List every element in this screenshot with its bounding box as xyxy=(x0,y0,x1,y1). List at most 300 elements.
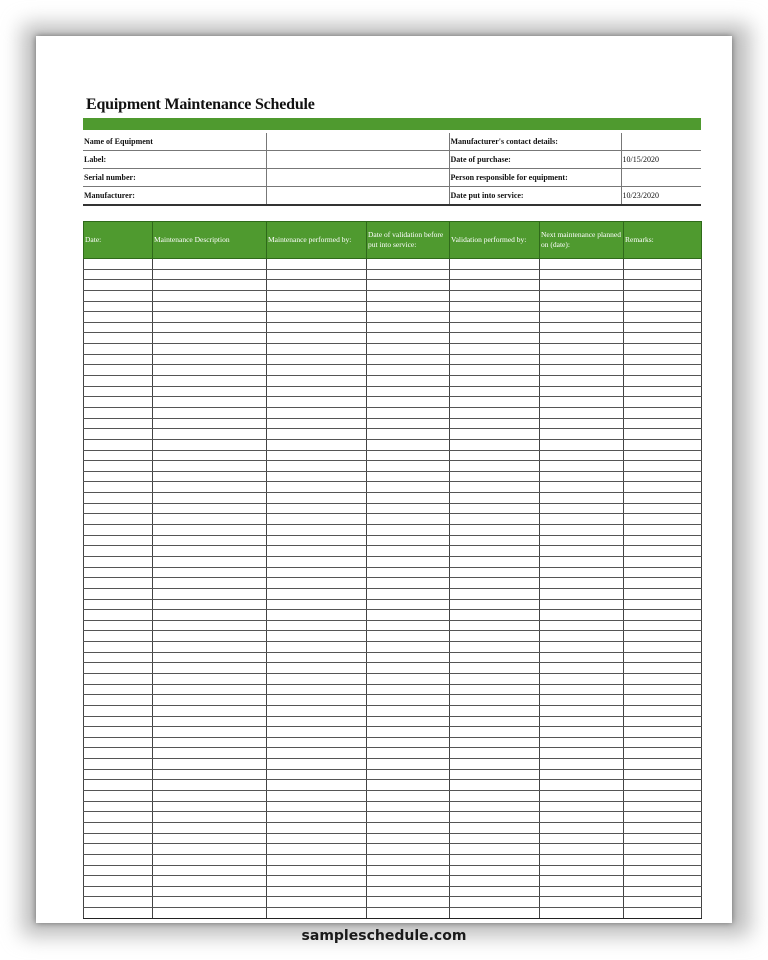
table-cell[interactable] xyxy=(367,556,450,567)
table-cell[interactable] xyxy=(153,812,267,823)
table-cell[interactable] xyxy=(367,567,450,578)
table-cell[interactable] xyxy=(450,854,540,865)
table-cell[interactable] xyxy=(267,301,367,312)
table-cell[interactable] xyxy=(84,397,153,408)
table-cell[interactable] xyxy=(84,822,153,833)
table-cell[interactable] xyxy=(450,812,540,823)
table-cell[interactable] xyxy=(540,482,624,493)
table-cell[interactable] xyxy=(267,844,367,855)
table-cell[interactable] xyxy=(367,429,450,440)
table-cell[interactable] xyxy=(84,897,153,908)
table-cell[interactable] xyxy=(624,854,702,865)
table-cell[interactable] xyxy=(153,588,267,599)
table-cell[interactable] xyxy=(153,482,267,493)
table-cell[interactable] xyxy=(367,503,450,514)
table-cell[interactable] xyxy=(540,439,624,450)
table-cell[interactable] xyxy=(84,769,153,780)
table-cell[interactable] xyxy=(267,588,367,599)
table-cell[interactable] xyxy=(267,780,367,791)
table-cell[interactable] xyxy=(267,386,367,397)
table-cell[interactable] xyxy=(367,365,450,376)
table-cell[interactable] xyxy=(624,503,702,514)
table-cell[interactable] xyxy=(367,822,450,833)
table-cell[interactable] xyxy=(153,791,267,802)
table-cell[interactable] xyxy=(540,599,624,610)
table-cell[interactable] xyxy=(367,259,450,270)
table-cell[interactable] xyxy=(153,610,267,621)
table-cell[interactable] xyxy=(624,673,702,684)
table-cell[interactable] xyxy=(84,471,153,482)
table-cell[interactable] xyxy=(367,620,450,631)
table-cell[interactable] xyxy=(624,525,702,536)
table-cell[interactable] xyxy=(450,897,540,908)
table-cell[interactable] xyxy=(84,663,153,674)
table-cell[interactable] xyxy=(84,748,153,759)
table-cell[interactable] xyxy=(267,312,367,323)
table-cell[interactable] xyxy=(450,567,540,578)
table-cell[interactable] xyxy=(153,280,267,291)
table-cell[interactable] xyxy=(153,386,267,397)
table-cell[interactable] xyxy=(624,333,702,344)
table-cell[interactable] xyxy=(153,301,267,312)
table-cell[interactable] xyxy=(624,493,702,504)
table-cell[interactable] xyxy=(153,546,267,557)
table-cell[interactable] xyxy=(84,376,153,387)
table-cell[interactable] xyxy=(450,546,540,557)
table-cell[interactable] xyxy=(624,791,702,802)
table-cell[interactable] xyxy=(267,259,367,270)
table-cell[interactable] xyxy=(84,344,153,355)
table-cell[interactable] xyxy=(84,280,153,291)
table-cell[interactable] xyxy=(450,801,540,812)
table-cell[interactable] xyxy=(540,908,624,919)
table-cell[interactable] xyxy=(540,780,624,791)
table-cell[interactable] xyxy=(84,525,153,536)
table-cell[interactable] xyxy=(624,737,702,748)
table-cell[interactable] xyxy=(84,567,153,578)
table-cell[interactable] xyxy=(267,716,367,727)
table-cell[interactable] xyxy=(450,822,540,833)
table-cell[interactable] xyxy=(84,333,153,344)
table-cell[interactable] xyxy=(367,471,450,482)
table-cell[interactable] xyxy=(540,514,624,525)
table-cell[interactable] xyxy=(267,642,367,653)
table-cell[interactable] xyxy=(367,631,450,642)
table-cell[interactable] xyxy=(450,695,540,706)
table-cell[interactable] xyxy=(540,397,624,408)
table-cell[interactable] xyxy=(624,514,702,525)
table-cell[interactable] xyxy=(540,876,624,887)
table-cell[interactable] xyxy=(367,301,450,312)
table-cell[interactable] xyxy=(367,290,450,301)
table-cell[interactable] xyxy=(267,578,367,589)
table-cell[interactable] xyxy=(267,503,367,514)
table-cell[interactable] xyxy=(84,461,153,472)
table-cell[interactable] xyxy=(84,854,153,865)
table-cell[interactable] xyxy=(540,833,624,844)
table-cell[interactable] xyxy=(540,705,624,716)
table-cell[interactable] xyxy=(624,418,702,429)
table-cell[interactable] xyxy=(267,737,367,748)
table-cell[interactable] xyxy=(84,833,153,844)
table-cell[interactable] xyxy=(540,588,624,599)
table-cell[interactable] xyxy=(267,322,367,333)
table-cell[interactable] xyxy=(450,514,540,525)
table-cell[interactable] xyxy=(153,769,267,780)
table-cell[interactable] xyxy=(84,386,153,397)
table-cell[interactable] xyxy=(367,407,450,418)
table-cell[interactable] xyxy=(540,269,624,280)
table-cell[interactable] xyxy=(367,525,450,536)
table-cell[interactable] xyxy=(624,769,702,780)
table-cell[interactable] xyxy=(450,716,540,727)
table-cell[interactable] xyxy=(624,833,702,844)
table-cell[interactable] xyxy=(450,684,540,695)
table-cell[interactable] xyxy=(267,556,367,567)
table-cell[interactable] xyxy=(153,673,267,684)
table-cell[interactable] xyxy=(153,599,267,610)
table-cell[interactable] xyxy=(367,333,450,344)
table-cell[interactable] xyxy=(84,322,153,333)
table-cell[interactable] xyxy=(450,727,540,738)
table-cell[interactable] xyxy=(624,652,702,663)
table-cell[interactable] xyxy=(540,493,624,504)
table-cell[interactable] xyxy=(540,737,624,748)
table-cell[interactable] xyxy=(540,854,624,865)
table-cell[interactable] xyxy=(624,780,702,791)
table-cell[interactable] xyxy=(153,461,267,472)
table-cell[interactable] xyxy=(450,290,540,301)
table-cell[interactable] xyxy=(153,822,267,833)
table-cell[interactable] xyxy=(153,312,267,323)
table-cell[interactable] xyxy=(367,727,450,738)
table-cell[interactable] xyxy=(367,418,450,429)
table-cell[interactable] xyxy=(540,812,624,823)
table-cell[interactable] xyxy=(450,312,540,323)
table-cell[interactable] xyxy=(367,280,450,291)
table-cell[interactable] xyxy=(540,525,624,536)
table-cell[interactable] xyxy=(450,886,540,897)
table-cell[interactable] xyxy=(153,833,267,844)
table-cell[interactable] xyxy=(624,344,702,355)
table-cell[interactable] xyxy=(450,865,540,876)
table-cell[interactable] xyxy=(540,407,624,418)
table-cell[interactable] xyxy=(267,822,367,833)
table-cell[interactable] xyxy=(267,471,367,482)
table-cell[interactable] xyxy=(84,418,153,429)
table-cell[interactable] xyxy=(540,663,624,674)
table-cell[interactable] xyxy=(540,886,624,897)
table-cell[interactable] xyxy=(153,322,267,333)
table-cell[interactable] xyxy=(624,759,702,770)
table-cell[interactable] xyxy=(84,365,153,376)
table-cell[interactable] xyxy=(84,503,153,514)
table-cell[interactable] xyxy=(540,365,624,376)
table-cell[interactable] xyxy=(267,567,367,578)
table-cell[interactable] xyxy=(84,407,153,418)
table-cell[interactable] xyxy=(153,801,267,812)
table-cell[interactable] xyxy=(367,439,450,450)
table-cell[interactable] xyxy=(367,493,450,504)
table-cell[interactable] xyxy=(153,290,267,301)
table-cell[interactable] xyxy=(367,705,450,716)
table-cell[interactable] xyxy=(624,556,702,567)
table-cell[interactable] xyxy=(624,471,702,482)
table-cell[interactable] xyxy=(624,376,702,387)
table-cell[interactable] xyxy=(267,812,367,823)
table-cell[interactable] xyxy=(624,801,702,812)
table-cell[interactable] xyxy=(84,844,153,855)
table-cell[interactable] xyxy=(450,833,540,844)
table-cell[interactable] xyxy=(267,663,367,674)
table-cell[interactable] xyxy=(367,844,450,855)
table-cell[interactable] xyxy=(84,482,153,493)
table-cell[interactable] xyxy=(84,599,153,610)
table-cell[interactable] xyxy=(267,280,367,291)
table-cell[interactable] xyxy=(84,865,153,876)
table-cell[interactable] xyxy=(84,301,153,312)
table-cell[interactable] xyxy=(153,567,267,578)
table-cell[interactable] xyxy=(624,535,702,546)
table-cell[interactable] xyxy=(367,748,450,759)
table-cell[interactable] xyxy=(450,269,540,280)
table-cell[interactable] xyxy=(84,290,153,301)
table-cell[interactable] xyxy=(267,376,367,387)
table-cell[interactable] xyxy=(153,450,267,461)
table-cell[interactable] xyxy=(367,737,450,748)
table-cell[interactable] xyxy=(267,727,367,738)
table-cell[interactable] xyxy=(624,716,702,727)
table-cell[interactable] xyxy=(367,482,450,493)
table-cell[interactable] xyxy=(540,354,624,365)
table-cell[interactable] xyxy=(267,695,367,706)
table-cell[interactable] xyxy=(450,259,540,270)
table-cell[interactable] xyxy=(450,663,540,674)
table-cell[interactable] xyxy=(540,546,624,557)
table-cell[interactable] xyxy=(84,429,153,440)
table-cell[interactable] xyxy=(84,780,153,791)
table-cell[interactable] xyxy=(540,652,624,663)
table-cell[interactable] xyxy=(153,695,267,706)
table-cell[interactable] xyxy=(84,812,153,823)
table-cell[interactable] xyxy=(367,833,450,844)
table-cell[interactable] xyxy=(267,833,367,844)
table-cell[interactable] xyxy=(267,865,367,876)
table-cell[interactable] xyxy=(84,439,153,450)
table-cell[interactable] xyxy=(267,620,367,631)
table-cell[interactable] xyxy=(84,578,153,589)
table-cell[interactable] xyxy=(84,450,153,461)
table-cell[interactable] xyxy=(540,801,624,812)
table-cell[interactable] xyxy=(540,556,624,567)
table-cell[interactable] xyxy=(367,759,450,770)
table-cell[interactable] xyxy=(267,759,367,770)
table-cell[interactable] xyxy=(84,354,153,365)
table-cell[interactable] xyxy=(153,556,267,567)
table-cell[interactable] xyxy=(450,610,540,621)
table-cell[interactable] xyxy=(540,897,624,908)
table-cell[interactable] xyxy=(267,397,367,408)
table-cell[interactable] xyxy=(367,769,450,780)
table-cell[interactable] xyxy=(450,461,540,472)
table-cell[interactable] xyxy=(153,269,267,280)
table-cell[interactable] xyxy=(267,631,367,642)
table-cell[interactable] xyxy=(624,695,702,706)
table-cell[interactable] xyxy=(367,865,450,876)
info-value-field[interactable]: 10/23/2020 xyxy=(621,187,701,206)
table-cell[interactable] xyxy=(624,748,702,759)
info-value-field[interactable] xyxy=(621,133,701,151)
table-cell[interactable] xyxy=(624,365,702,376)
table-cell[interactable] xyxy=(624,269,702,280)
table-cell[interactable] xyxy=(367,610,450,621)
table-cell[interactable] xyxy=(84,588,153,599)
table-cell[interactable] xyxy=(540,386,624,397)
table-cell[interactable] xyxy=(153,503,267,514)
table-cell[interactable] xyxy=(450,705,540,716)
table-cell[interactable] xyxy=(450,280,540,291)
table-cell[interactable] xyxy=(267,673,367,684)
table-cell[interactable] xyxy=(540,344,624,355)
table-cell[interactable] xyxy=(153,514,267,525)
table-cell[interactable] xyxy=(84,514,153,525)
table-cell[interactable] xyxy=(624,450,702,461)
table-cell[interactable] xyxy=(153,344,267,355)
table-cell[interactable] xyxy=(367,673,450,684)
table-cell[interactable] xyxy=(450,354,540,365)
table-cell[interactable] xyxy=(84,535,153,546)
table-cell[interactable] xyxy=(540,673,624,684)
table-cell[interactable] xyxy=(540,535,624,546)
table-cell[interactable] xyxy=(624,908,702,919)
table-cell[interactable] xyxy=(84,259,153,270)
table-cell[interactable] xyxy=(367,854,450,865)
table-cell[interactable] xyxy=(540,727,624,738)
table-cell[interactable] xyxy=(267,684,367,695)
table-cell[interactable] xyxy=(84,908,153,919)
table-cell[interactable] xyxy=(450,620,540,631)
table-cell[interactable] xyxy=(450,376,540,387)
table-cell[interactable] xyxy=(153,429,267,440)
table-cell[interactable] xyxy=(540,769,624,780)
table-cell[interactable] xyxy=(624,886,702,897)
table-cell[interactable] xyxy=(84,759,153,770)
table-cell[interactable] xyxy=(267,354,367,365)
table-cell[interactable] xyxy=(624,280,702,291)
table-cell[interactable] xyxy=(267,535,367,546)
table-cell[interactable] xyxy=(267,514,367,525)
table-cell[interactable] xyxy=(624,705,702,716)
table-cell[interactable] xyxy=(540,418,624,429)
table-cell[interactable] xyxy=(450,333,540,344)
info-value-field[interactable] xyxy=(621,169,701,187)
table-cell[interactable] xyxy=(540,322,624,333)
table-cell[interactable] xyxy=(450,876,540,887)
info-value-field[interactable]: 10/15/2020 xyxy=(621,151,701,169)
table-cell[interactable] xyxy=(624,844,702,855)
table-cell[interactable] xyxy=(153,684,267,695)
table-cell[interactable] xyxy=(84,801,153,812)
table-cell[interactable] xyxy=(367,535,450,546)
table-cell[interactable] xyxy=(84,727,153,738)
table-cell[interactable] xyxy=(450,386,540,397)
table-cell[interactable] xyxy=(540,748,624,759)
table-cell[interactable] xyxy=(450,748,540,759)
table-cell[interactable] xyxy=(540,844,624,855)
table-cell[interactable] xyxy=(367,780,450,791)
table-cell[interactable] xyxy=(153,748,267,759)
table-cell[interactable] xyxy=(450,439,540,450)
table-cell[interactable] xyxy=(367,695,450,706)
table-cell[interactable] xyxy=(153,354,267,365)
table-cell[interactable] xyxy=(367,269,450,280)
table-cell[interactable] xyxy=(84,716,153,727)
table-cell[interactable] xyxy=(84,556,153,567)
info-value-field[interactable] xyxy=(266,133,449,151)
table-cell[interactable] xyxy=(267,876,367,887)
table-cell[interactable] xyxy=(267,461,367,472)
table-cell[interactable] xyxy=(624,259,702,270)
table-cell[interactable] xyxy=(367,386,450,397)
table-cell[interactable] xyxy=(153,886,267,897)
table-cell[interactable] xyxy=(450,503,540,514)
table-cell[interactable] xyxy=(624,546,702,557)
table-cell[interactable] xyxy=(267,705,367,716)
table-cell[interactable] xyxy=(153,705,267,716)
table-cell[interactable] xyxy=(267,450,367,461)
table-cell[interactable] xyxy=(540,280,624,291)
table-cell[interactable] xyxy=(84,705,153,716)
table-cell[interactable] xyxy=(624,567,702,578)
table-cell[interactable] xyxy=(153,631,267,642)
table-cell[interactable] xyxy=(267,897,367,908)
table-cell[interactable] xyxy=(540,471,624,482)
table-cell[interactable] xyxy=(367,397,450,408)
table-cell[interactable] xyxy=(267,407,367,418)
table-cell[interactable] xyxy=(540,684,624,695)
table-cell[interactable] xyxy=(450,556,540,567)
table-cell[interactable] xyxy=(624,812,702,823)
table-cell[interactable] xyxy=(267,791,367,802)
table-cell[interactable] xyxy=(624,631,702,642)
table-cell[interactable] xyxy=(367,354,450,365)
table-cell[interactable] xyxy=(84,791,153,802)
table-cell[interactable] xyxy=(367,908,450,919)
table-cell[interactable] xyxy=(624,301,702,312)
table-cell[interactable] xyxy=(540,865,624,876)
table-cell[interactable] xyxy=(267,482,367,493)
table-cell[interactable] xyxy=(267,610,367,621)
table-cell[interactable] xyxy=(153,865,267,876)
table-cell[interactable] xyxy=(367,461,450,472)
table-cell[interactable] xyxy=(624,354,702,365)
table-cell[interactable] xyxy=(450,322,540,333)
table-cell[interactable] xyxy=(624,439,702,450)
table-cell[interactable] xyxy=(624,290,702,301)
table-cell[interactable] xyxy=(153,259,267,270)
table-cell[interactable] xyxy=(84,886,153,897)
table-cell[interactable] xyxy=(153,652,267,663)
table-cell[interactable] xyxy=(267,886,367,897)
table-cell[interactable] xyxy=(153,535,267,546)
table-cell[interactable] xyxy=(450,525,540,536)
table-cell[interactable] xyxy=(450,344,540,355)
table-cell[interactable] xyxy=(450,780,540,791)
table-cell[interactable] xyxy=(267,599,367,610)
table-cell[interactable] xyxy=(624,397,702,408)
table-cell[interactable] xyxy=(267,546,367,557)
table-cell[interactable] xyxy=(84,737,153,748)
